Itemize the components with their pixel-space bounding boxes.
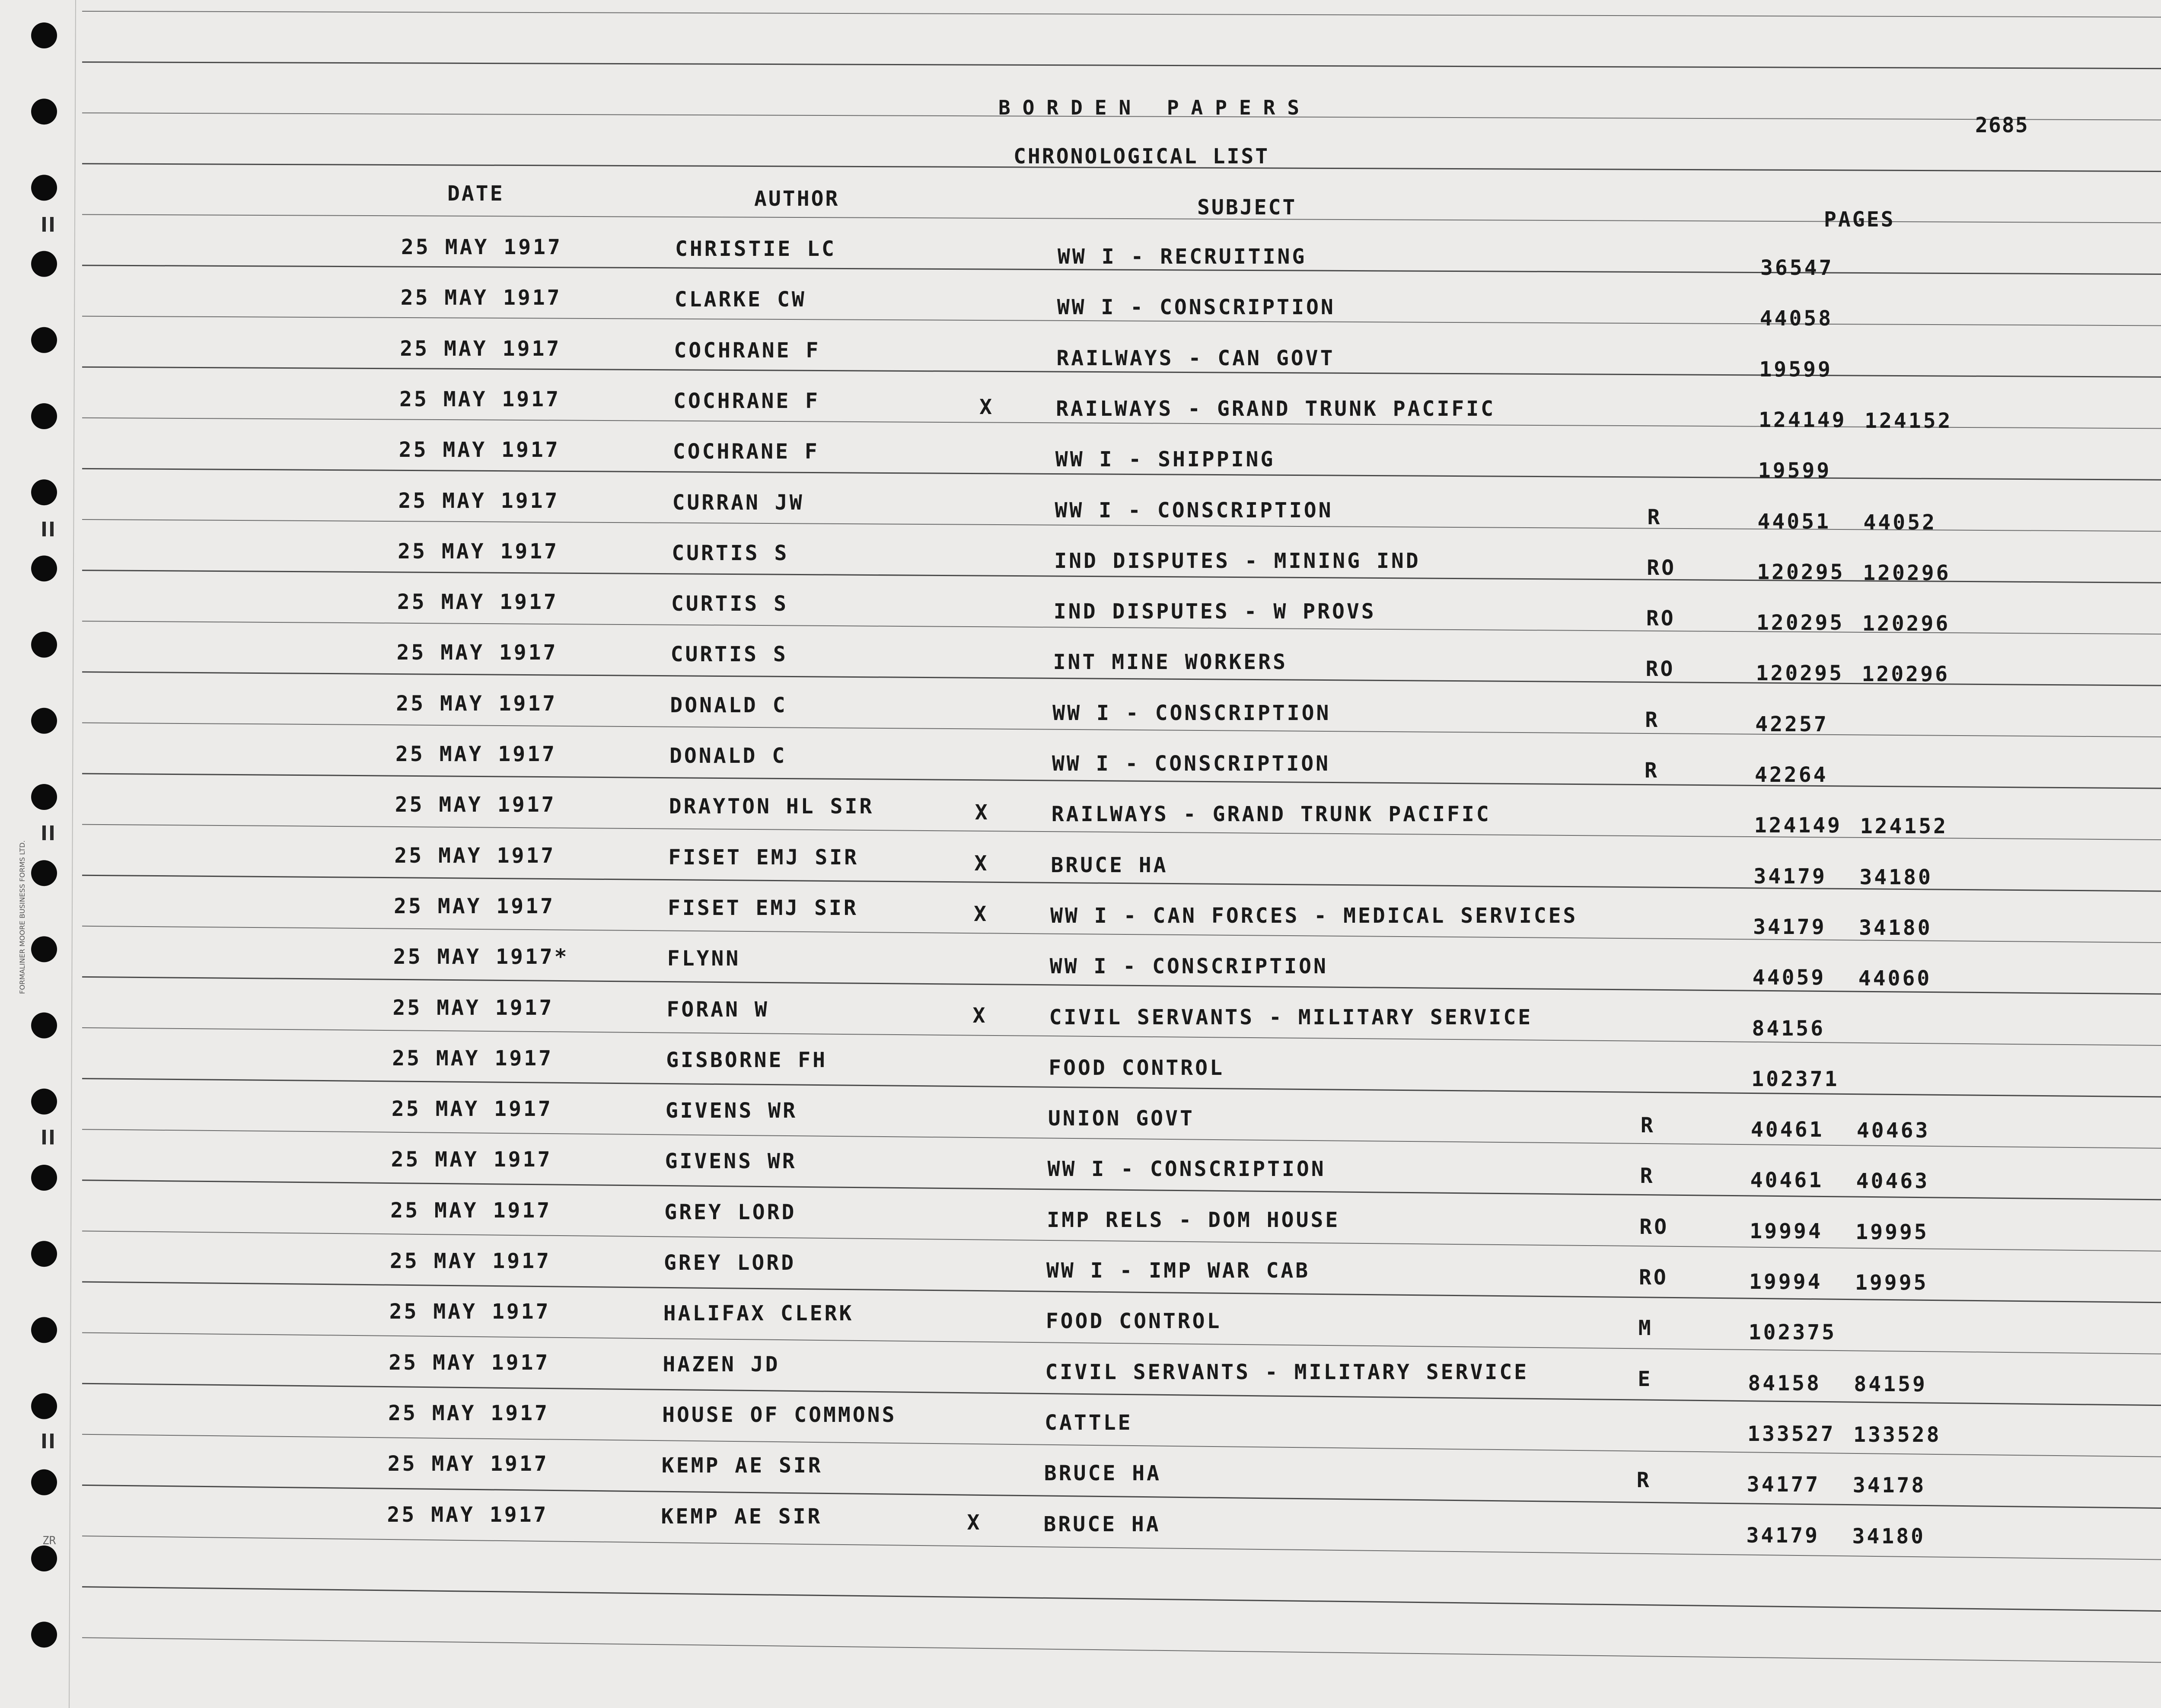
feed-hole [31, 1317, 57, 1343]
row-subject: WW I - CONSCRIPTION [1049, 954, 1328, 979]
row-subject: IND DISPUTES - MINING IND [1054, 548, 1421, 573]
row-page-end: 34180 [1859, 865, 1933, 889]
perforation-mark [50, 1434, 54, 1448]
row-subject: RAILWAYS - CAN GOVT [1056, 346, 1335, 370]
feed-hole [31, 860, 57, 886]
row-author: CHRISTIE LC [675, 237, 836, 261]
column-header-subject: SUBJECT [1197, 195, 1297, 220]
feed-hole [31, 99, 57, 124]
feed-hole [31, 327, 57, 353]
row-page-start: 84156 [1752, 1016, 1825, 1041]
feed-hole [31, 1013, 57, 1039]
row-author: CURTIS S [672, 541, 789, 565]
feed-hole [31, 479, 57, 505]
feed-hole [31, 403, 57, 429]
row-subject: BRUCE HA [1043, 1512, 1161, 1536]
row-date: 25 MAY 1917 [398, 539, 559, 564]
row-author: HALIFAX CLERK [663, 1301, 854, 1326]
row-subject: IMP RELS - DOM HOUSE [1047, 1208, 1340, 1232]
row-page-end: 124152 [1860, 814, 1948, 839]
perforation-mark [42, 522, 46, 536]
row-subject: UNION GOVT [1048, 1106, 1195, 1131]
row-page-end: 120296 [1863, 561, 1951, 585]
row-page-end: 40463 [1856, 1118, 1930, 1143]
row-subject: BRUCE HA [1044, 1461, 1161, 1486]
row-code: RO [1647, 555, 1676, 580]
row-date: 25 MAY 1917 [390, 1198, 552, 1223]
row-author: KEMP AE SIR [661, 1453, 823, 1478]
row-page-start: 44051 [1757, 509, 1831, 534]
row-page-start: 84158 [1748, 1371, 1821, 1396]
row-subject: WW I - CONSCRIPTION [1057, 295, 1335, 320]
row-date: 25 MAY 1917 [397, 590, 558, 615]
row-code: R [1640, 1164, 1655, 1189]
document-subtitle: CHRONOLOGICAL LIST [1014, 144, 1270, 169]
feed-hole [31, 1241, 57, 1267]
row-page-start: 44059 [1752, 966, 1826, 990]
perforation-mark [42, 1434, 46, 1448]
feed-hole [31, 1393, 57, 1419]
feed-hole [31, 175, 57, 201]
perforation-mark [50, 217, 54, 232]
row-subject: FOOD CONTROL [1049, 1055, 1224, 1080]
row-page-end: 34178 [1852, 1473, 1926, 1498]
row-flag: X [972, 1003, 988, 1028]
row-author: GISBORNE FH [666, 1048, 828, 1072]
row-author: KEMP AE SIR [661, 1504, 822, 1529]
perforation-mark [42, 217, 46, 232]
feed-hole [31, 251, 57, 277]
row-author: COCHRANE F [673, 389, 820, 413]
row-date: 25 MAY 1917 [387, 1452, 549, 1476]
row-code: R [1636, 1468, 1651, 1493]
perforation-mark [42, 1130, 46, 1144]
row-subject: RAILWAYS - GRAND TRUNK PACIFIC [1051, 802, 1491, 827]
row-page-start: 120295 [1756, 611, 1845, 635]
row-date: 25 MAY 1917 [398, 488, 560, 513]
row-page-start: 42257 [1755, 712, 1829, 736]
feed-hole [31, 1469, 57, 1495]
row-subject: RAILWAYS - GRAND TRUNK PACIFIC [1056, 396, 1496, 421]
perforation-mark [50, 825, 54, 840]
row-date: 25 MAY 1917 [395, 742, 557, 766]
row-code: RO [1645, 657, 1675, 682]
perforation-mark [50, 1130, 54, 1144]
row-date: 25 MAY 1917 [392, 995, 554, 1020]
feed-hole [31, 784, 57, 810]
row-author: HAZEN JD [663, 1352, 780, 1377]
row-page-start: 19994 [1750, 1219, 1823, 1243]
document-title: BORDEN PAPERS [998, 96, 1312, 119]
row-page-start: 133527 [1747, 1421, 1836, 1446]
row-code: R [1645, 707, 1660, 732]
row-code: M [1638, 1316, 1653, 1341]
row-author: DONALD C [669, 744, 787, 768]
feed-hole [31, 1545, 57, 1571]
row-date: 25 MAY 1917 [396, 691, 558, 716]
row-page-end: 19995 [1855, 1271, 1928, 1295]
row-subject: WW I - RECRUITING [1058, 245, 1307, 269]
feed-hole [31, 1089, 57, 1115]
row-page-start: 36547 [1760, 256, 1834, 280]
row-subject: WW I - SHIPPING [1055, 447, 1275, 472]
row-page-start: 19994 [1749, 1270, 1823, 1294]
row-page-end: 44060 [1858, 966, 1932, 991]
row-date: 25 MAY 1917 [395, 793, 556, 817]
row-subject: CIVIL SERVANTS - MILITARY SERVICE [1049, 1005, 1533, 1029]
row-author: GIVENS WR [665, 1099, 797, 1123]
row-date: 25 MAY 1917* [393, 945, 569, 969]
row-date: 25 MAY 1917 [389, 1300, 551, 1324]
row-date: 25 MAY 1917 [394, 894, 555, 918]
row-code: RO [1639, 1214, 1669, 1239]
row-date: 25 MAY 1917 [391, 1097, 553, 1122]
row-page-end: 34180 [1859, 915, 1932, 940]
row-subject: FOOD CONTROL [1045, 1309, 1222, 1334]
row-code: RO [1646, 606, 1676, 631]
row-page-end: 44052 [1863, 510, 1937, 535]
row-author: FISET EMJ SIR [668, 845, 859, 870]
feed-hole [31, 1165, 57, 1191]
column-header-pages: PAGES [1824, 207, 1895, 232]
row-subject: INT MINE WORKERS [1053, 650, 1288, 675]
row-subject: WW I - CONSCRIPTION [1047, 1157, 1326, 1182]
row-flag: X [975, 800, 990, 825]
row-author: CLARKE CW [674, 287, 806, 312]
row-page-start: 102371 [1751, 1067, 1839, 1091]
row-subject: BRUCE HA [1051, 853, 1168, 877]
row-page-end: 40463 [1856, 1169, 1930, 1194]
row-code: R [1647, 505, 1662, 529]
row-page-end: 19995 [1855, 1220, 1929, 1244]
feed-hole [31, 708, 57, 734]
row-page-end: 84159 [1854, 1372, 1927, 1396]
row-page-end: 120296 [1862, 612, 1951, 636]
row-page-end: 133528 [1853, 1422, 1941, 1447]
row-page-start: 34177 [1747, 1472, 1820, 1497]
row-page-end: 124152 [1865, 408, 1953, 433]
row-subject: WW I - CONSCRIPTION [1052, 752, 1331, 776]
row-page-end: 34180 [1852, 1524, 1925, 1549]
row-date: 25 MAY 1917 [392, 1046, 554, 1071]
row-subject: CIVIL SERVANTS - MILITARY SERVICE [1045, 1360, 1529, 1384]
row-subject: WW I - IMP WAR CAB [1046, 1259, 1310, 1283]
row-date: 25 MAY 1917 [388, 1401, 549, 1425]
row-flag: X [967, 1510, 982, 1535]
row-date: 25 MAY 1917 [400, 286, 562, 310]
row-page-start: 44058 [1759, 306, 1833, 331]
row-author: FLYNN [667, 946, 741, 971]
page-number: 2685 [1975, 113, 2029, 137]
row-page-start: 34179 [1746, 1523, 1820, 1548]
feed-hole [31, 555, 57, 581]
row-page-start: 102375 [1748, 1320, 1837, 1345]
feed-hole [31, 22, 57, 48]
margin-code: ZR [42, 1534, 56, 1547]
row-page-start: 34179 [1753, 864, 1827, 889]
row-page-start: 42264 [1755, 763, 1828, 787]
perforation-mark [50, 522, 54, 536]
feed-hole [31, 1622, 57, 1647]
row-page-start: 124149 [1759, 408, 1847, 432]
row-author: DONALD C [670, 693, 787, 717]
row-author: DRAYTON HL SIR [669, 794, 874, 819]
row-author: HOUSE OF COMMONS [662, 1402, 897, 1427]
row-author: COCHRANE F [674, 338, 821, 363]
row-flag: X [974, 851, 989, 876]
row-code: R [1645, 758, 1659, 783]
row-date: 25 MAY 1917 [389, 1350, 550, 1375]
row-author: GREY LORD [664, 1200, 797, 1224]
row-date: 25 MAY 1917 [401, 235, 562, 259]
row-subject: WW I - CONSCRIPTION [1055, 498, 1333, 523]
row-page-start: 34179 [1753, 915, 1826, 939]
row-code: E [1638, 1367, 1653, 1391]
feed-hole [31, 936, 57, 962]
row-page-start: 124149 [1754, 813, 1842, 838]
row-page-start: 40461 [1750, 1168, 1824, 1193]
row-subject: WW I - CAN FORCES - MEDICAL SERVICES [1050, 903, 1578, 928]
row-date: 25 MAY 1917 [396, 640, 558, 665]
row-code: RO [1639, 1265, 1668, 1290]
row-author: CURRAN JW [672, 490, 804, 515]
row-flag: X [974, 902, 988, 926]
margin-print: FORMALINER MOORE BUSINESS FORMS LTD. [18, 840, 26, 994]
row-author: FISET EMJ SIR [668, 895, 858, 920]
row-page-start: 19599 [1758, 459, 1832, 483]
row-author: CURTIS S [671, 592, 789, 616]
column-header-date: DATE [447, 182, 504, 206]
row-date: 25 MAY 1917 [387, 1502, 548, 1527]
row-subject: WW I - CONSCRIPTION [1052, 701, 1331, 725]
perforation-mark [42, 825, 46, 840]
row-page-start: 40461 [1750, 1118, 1824, 1142]
row-author: GREY LORD [664, 1251, 796, 1275]
row-code: R [1640, 1113, 1655, 1138]
row-date: 25 MAY 1917 [400, 336, 561, 361]
row-author: GIVENS WR [665, 1149, 797, 1174]
row-date: 25 MAY 1917 [390, 1249, 551, 1273]
row-date: 25 MAY 1917 [394, 843, 556, 868]
row-date: 25 MAY 1917 [391, 1147, 552, 1172]
column-header-author: AUTHOR [754, 187, 840, 211]
row-page-end: 120296 [1861, 662, 1950, 687]
row-date: 25 MAY 1917 [399, 387, 561, 411]
row-page-start: 120295 [1756, 661, 1844, 686]
row-page-start: 19599 [1759, 357, 1833, 382]
row-date: 25 MAY 1917 [398, 438, 560, 462]
row-author: CURTIS S [670, 642, 788, 667]
row-author: FORAN W [666, 997, 769, 1022]
row-page-start: 120295 [1757, 560, 1845, 584]
row-subject: IND DISPUTES - W PROVS [1053, 599, 1376, 624]
row-flag: X [979, 395, 994, 419]
row-author: COCHRANE F [673, 440, 819, 464]
feed-hole [31, 632, 57, 658]
row-subject: CATTLE [1045, 1410, 1133, 1435]
